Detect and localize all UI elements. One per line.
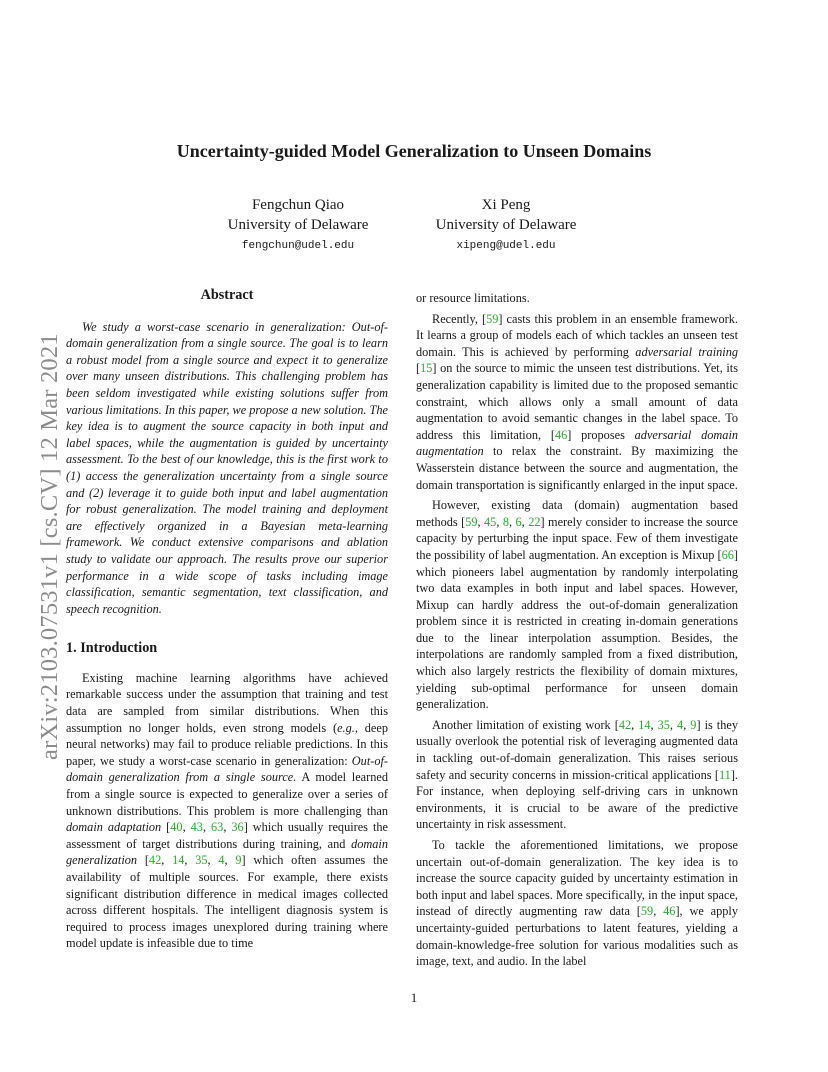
citation-link[interactable]: 11: [718, 767, 731, 782]
text-emphasis: adversarial domain augmentation: [416, 427, 739, 459]
arxiv-stamp: [18, 285, 63, 760]
citation-link[interactable]: 22: [528, 514, 541, 529]
citation-link[interactable]: 14: [172, 853, 185, 868]
citation-link[interactable]: 46: [554, 427, 568, 442]
citation-link[interactable]: 40: [170, 820, 183, 835]
text-span: ] merely consider to increase the source capacity by perturbing the input space. Few of them investigate the possibility of label augmentation. An exception is Mixup [: [416, 514, 738, 562]
text-span: [: [137, 853, 149, 868]
text-span: ], we apply uncertainty-guided perturbations to latent features, yielding a domain-knowledge-free solution for various modalities such as image, text, and audio. In the label: [416, 904, 738, 969]
text-span: ] which often assumes the availability of multiple sources. For example, there exists significant distribution difference in medical images collected across different hospitals. The intelligent diagnosis system is required to process images unexplored during training where model update is infeasible due to time: [66, 853, 388, 951]
text-span: deep neural networks) may fail to produce reliable predictions. In this paper, we study a worst-case scenario in generalization:: [66, 720, 388, 768]
citation-link[interactable]: 9: [235, 853, 242, 868]
citation-link[interactable]: 15: [420, 361, 433, 376]
author-email: fengchun@udel.edu: [241, 240, 355, 252]
text-span: [: [416, 361, 421, 376]
abstract: [66, 319, 388, 618]
author-affiliation: University of Delaware: [227, 217, 369, 233]
text-span: ] which pioneers label augmentation by randomly interpolating two data examples in both input and label spaces. However, Mixup can hardly address the out-of-domain generalization problem since it is restricted in creating in-domain generations due to the linear interpolation assumption. Besides, the interpolations are randomly sampled from a fixed distribution, which also largely restricts the flexibility of domain mixtures, yielding sub-optimal performance for unseen domain generalization.: [416, 547, 738, 712]
right-column: [416, 290, 738, 970]
text-span: ]. For instance, when deploying self-driving cars in unknown environments, it is crucial to be aware of the predictive uncertainty in risk assessment.: [416, 767, 738, 832]
author-block-1: [198, 195, 398, 257]
paragraph: However, existing data (domain) augmentation based methods [59, 45, 8, 6, 22] merely consider to increase the source capacity by perturbing the input space. Few of them investigate the possibility of label augmentation. An exception is Mixup [66] which pioneers label augmentation by randomly interpolating two data examples in both input and label spaces. However, Mixup can hardly address the out-of-domain generalization problem since it is restricted in creating in-domain generations due to the linear interpolation assumption. Besides, the interpolations are randomly sampled from a fixed distribution, which also largely restricts the flexibility of domain mixtures, yielding sub-optimal performance for unseen domain generalization.: [416, 498, 738, 712]
text-span: A model learned from a single source is expected to generalize over a series of unknown distributions. This problem is more challenging than: [66, 770, 388, 818]
paragraph: To tackle the aforementioned limitations, we propose uncertain out-of-domain generalization. The key idea is to increase the source capacity guided by uncertainty estimation in both input and label spaces. More specifically, in the input space, instead of directly augmenting raw data [59, 46], we apply uncertainty-guided perturbations to latent features, yielding a domain-knowledge-free solution for various modalities such as image, text, and audio. In the label: [416, 838, 738, 969]
author-name: Xi Peng: [481, 197, 531, 213]
section-heading-introduction: 1. Introduction: [66, 640, 158, 657]
citation-link[interactable]: 45: [484, 514, 497, 529]
left-column: [66, 287, 388, 952]
text-emphasis: domain adaptation: [66, 820, 162, 835]
text-span: [: [161, 820, 171, 835]
citation-link[interactable]: 63: [211, 820, 224, 835]
text-span: ] which usually requires the assessment of target distributions during training, and: [66, 820, 388, 851]
text-emphasis: Out-of-domain generalization from a single source.: [66, 753, 388, 785]
citation-link[interactable]: 9: [690, 717, 697, 732]
citation-link[interactable]: 35: [195, 853, 208, 868]
citation-link[interactable]: 42: [148, 853, 162, 868]
text-emphasis: e.g.,: [337, 720, 358, 735]
text-span: ] casts this problem in an ensemble framework. It learns a group of models each of which tackles an unseen test domain. This is achieved by performing: [416, 311, 738, 359]
text-span: ] proposes: [567, 427, 635, 442]
text-emphasis: adversarial training: [635, 344, 738, 359]
page-number: 1: [410, 990, 418, 1005]
intro-paragraph: Existing machine learning algorithms have achieved remarkable success under the assumption that training and test data are sampled from similar distributions. When this assumption no longer holds, even strong models (e.g., deep neural networks) may fail to produce reliable predictions. In this paper, we study a worst-case scenario in generalization: Out-of-domain generalization from a single source. A model learned from a single source is expected to generalize over a series of unknown distributions. This problem is more challenging than domain adaptation [40, 43, 63, 36] which usually requires the assessment of target distributions during training, and domain generalization [42, 14, 35, 4, 9] which often assumes the availability of multiple sources. For example, there exists significant distribution difference in medical images collected across different hospitals. The intelligent diagnosis system is required to process images unexplored during training where model update is infeasible due to time: [66, 670, 388, 951]
abstract-text: We study a worst-case scenario in generalization: Out-of-domain generalization from a single source. The goal is to learn a robust model from a single source and expect it to generalize over many unseen distributions. This challenging problem has been seldom investigated while existing solutions suffer from various limitations. In this paper, we propose a new solution. The key idea is to augment the source capacity in both input and label spaces, while the augmentation is guided by uncertainty assessment. To the best of our knowledge, this is the first work to (1) access the generalization uncertainty from a single source and (2) leverage it to guide both input and label augmentation for robust generalization. The model training and deployment are effectively organized in a Bayesian meta-learning framework. We conduct extensive comparisons and ablation study to validate our approach. The results prove our superior performance in a wide scope of tasks including image classification, semantic segmentation, text classification, and speech recognition.: [66, 319, 388, 616]
citation-link[interactable]: 59: [486, 311, 499, 326]
citation-link[interactable]: 42: [618, 717, 632, 732]
text-span: Existing machine learning algorithms have achieved remarkable success under the assumption that training and test data are sampled from similar distributions. When this assumption no longer holds, even strong models (: [66, 670, 388, 735]
paragraph-continuation: or resource limitations.: [416, 291, 530, 305]
citation-link[interactable]: 8: [502, 514, 509, 529]
author-name: Fengchun Qiao: [251, 197, 345, 213]
arxiv-stamp-text: arXiv:2103.07531v1 [cs.CV] 12 Mar 2021: [36, 333, 63, 760]
text-span: Another limitation of existing work [: [432, 717, 619, 732]
text-span: ] is they usually overlook the potential risk of leveraging augmented data in tackling out-of-domain generalization. This raises serious safety and security concerns in mission-critical applications [: [416, 717, 738, 782]
paragraph: [416, 311, 738, 494]
citation-link[interactable]: 43: [190, 820, 203, 835]
text-span: To tackle the aforementioned limitations, we propose uncertain out-of-domain generalization. The key idea is to increase the source capacity guided by uncertainty estimation in both input and label spaces. More specifically, in the input space, instead of directly augmenting raw data [: [416, 838, 738, 919]
paper-title: Uncertainty-guided Model Generalization to Unseen Domains: [176, 141, 652, 161]
citation-link[interactable]: 14: [638, 717, 651, 732]
citation-link[interactable]: 36: [231, 820, 244, 835]
author-block-2: [406, 195, 606, 257]
citation-link[interactable]: 59: [465, 514, 478, 529]
citation-link[interactable]: 46: [663, 904, 676, 919]
author-email: xipeng@udel.edu: [456, 240, 556, 252]
citation-link[interactable]: 4: [218, 853, 225, 868]
author-affiliation: University of Delaware: [435, 217, 577, 233]
text-span: However, existing data (domain) augmentation based methods [: [416, 498, 738, 529]
citation-link[interactable]: 66: [721, 547, 734, 562]
citation-link[interactable]: 6: [515, 514, 522, 529]
text-span: to relax the constraint. By maximizing the Wasserstein distance between the source and augmentation, the domain transportation is significantly enlarged in the input space.: [416, 444, 738, 492]
citation-link[interactable]: 59: [640, 904, 654, 919]
citation-link[interactable]: 35: [657, 717, 670, 732]
text-span: ] on the source to mimic the unseen test distributions. Yet, its generalization capability is limited due to the proposed semantic constraint, which allows only a small amount of data augmentation to avoid semantic changes in the label space. To address this limitation, [: [416, 361, 738, 442]
citation-link[interactable]: 4: [677, 717, 684, 732]
paragraph: Another limitation of existing work [42, 14, 35, 4, 9] is they usually overlook the potential risk of leveraging augmented data in tackling out-of-domain generalization. This raises serious safety and security concerns in mission-critical applications [11]. For instance, when deploying self-driving cars in unknown environments, it is crucial to be aware of the predictive uncertainty in risk assessment.: [416, 717, 738, 832]
text-span: Recently, [: [432, 311, 487, 326]
text-emphasis: domain generalization: [66, 836, 388, 868]
abstract-heading: Abstract: [200, 287, 254, 303]
